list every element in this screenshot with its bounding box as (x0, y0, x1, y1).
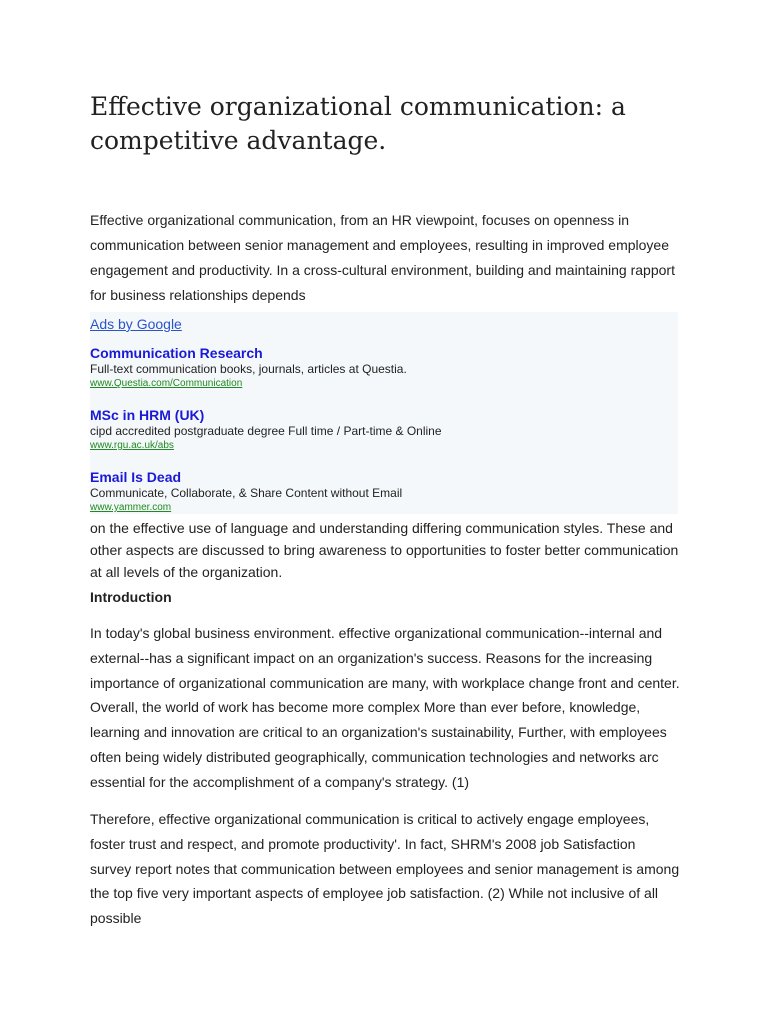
ad-url-link[interactable]: www.yammer.com (90, 502, 172, 513)
ad-title-link[interactable]: Email Is Dead (90, 469, 182, 485)
ad-title-link[interactable]: Communication Research (90, 345, 263, 361)
ad-item-email-is-dead (90, 469, 678, 515)
ads-by-google-link[interactable]: Ads by Google (90, 316, 182, 332)
ad-title-link[interactable]: MSc in HRM (UK) (90, 407, 205, 423)
ad-url-link[interactable]: www.rgu.ac.uk/abs (90, 440, 174, 451)
intro-paragraph: Effective organizational communication, from an HR viewpoint, focuses on openness in communication between senior management and employees, resulting in improved employee engagement and productivity. In a cross-cultural environment, building and maintaining rapport for business relationships depends (90, 212, 675, 303)
ad-item-msc-hrm (90, 407, 678, 453)
ad-url-link[interactable]: www.Questia.com/Communication (90, 378, 243, 389)
body-paragraph: Therefore, effective organizational communication is critical to actively engage employees, foster trust and respect, and promote productivity'. In fact, SHRM's 2008 job Satisfaction survey report notes that communication between employees and senior management is among the top five very important aspects of employee job satisfaction. (2) While not inclusive of all possible (90, 811, 680, 927)
body-paragraph: In today's global business environment. effective organizational communication--internal and external--has a significant impact on an organization's success. Reasons for the increasing importance of organizational communication are many, with workplace change front and center. Overall, the world of work has become more complex More than ever before, knowledge, learning and innovation are critical to an organization's sustainability, Further, with employees often being widely distributed geographically, communication technologies and networks arc essential for the accomplishment of a company's strategy. (1) (90, 625, 680, 790)
continuation-paragraph: on the effective use of language and understanding differing communication styles. These and other aspects are discussed to bring awareness to opportunities to foster better communication at all levels of the organization. (90, 520, 679, 580)
ad-description: Communicate, Collaborate, & Share Content without Email (90, 486, 403, 500)
ad-item-communication-research (90, 345, 678, 391)
page-title: Effective organizational communication: a competitive advantage. (90, 92, 626, 155)
ad-description: cipd accredited postgraduate degree Full time / Part-time & Online (90, 424, 442, 438)
ad-description: Full-text communication books, journals, articles at Questia. (90, 362, 407, 376)
section-heading-introduction: Introduction (90, 589, 172, 605)
ads-block (90, 312, 678, 514)
